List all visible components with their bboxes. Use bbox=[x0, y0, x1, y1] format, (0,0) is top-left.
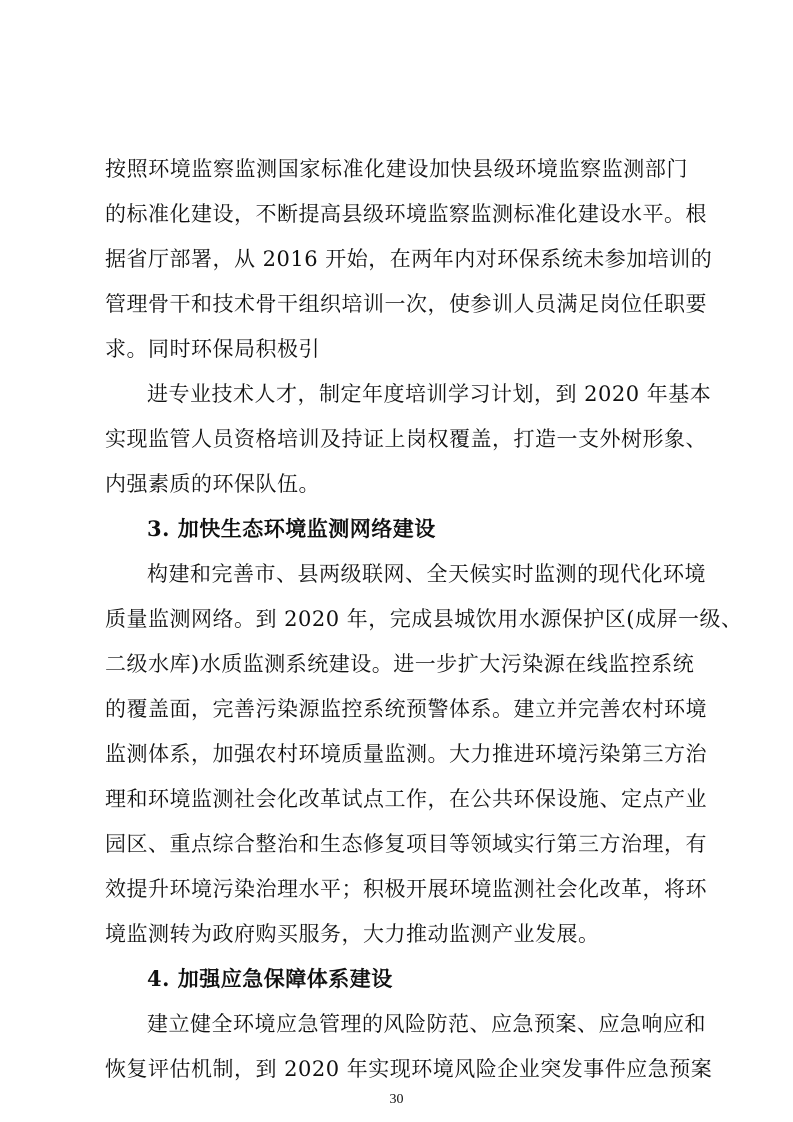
paragraph-line: 境监测转为政府购买服务，大力推动监测产业发展。 bbox=[105, 922, 600, 946]
paragraph-line: 理和环境监测社会化改革试点工作，在公共环保设施、定点产业 bbox=[105, 787, 707, 811]
paragraph-line: 监测体系，加强农村环境质量监测。大力推进环境污染第三方治 bbox=[105, 742, 707, 766]
paragraph-line: 建立健全环境应急管理的风险防范、应急预案、应急响应和 bbox=[147, 1012, 706, 1036]
section-heading: 4. 加强应急保障体系建设 bbox=[147, 966, 393, 991]
page-number: 30 bbox=[389, 1092, 404, 1107]
paragraph-line: 效提升环境污染治理水平；积极开展环境监测社会化改革，将环 bbox=[105, 877, 707, 901]
section-heading: 3. 加快生态环境监测网络建设 bbox=[147, 516, 436, 541]
paragraph-line: 的标准化建设，不断提高县级环境监察监测标准化建设水平。根 bbox=[105, 202, 707, 226]
paragraph-line: 园区、重点综合整治和生态修复项目等领域实行第三方治理，有 bbox=[105, 832, 707, 856]
paragraph-line: 管理骨干和技术骨干组织培训一次，使参训人员满足岗位任职要 bbox=[105, 292, 707, 316]
paragraph-line: 二级水库)水质监测系统建设。进一步扩大污染源在线监控系统 bbox=[105, 652, 695, 676]
paragraph-line: 据省厅部署，从 2016 开始，在两年内对环保系统未参加培训的 bbox=[105, 247, 713, 271]
paragraph-line: 质量监测网络。到 2020 年，完成县城饮用水源保护区(成屏一级、 bbox=[105, 607, 743, 631]
paragraph-line: 构建和完善市、县两级联网、全天候实时监测的现代化环境 bbox=[147, 562, 706, 586]
paragraph-line: 内强素质的环保队伍。 bbox=[105, 472, 320, 496]
paragraph-line: 的覆盖面，完善污染源监控系统预警体系。建立并完善农村环境 bbox=[105, 697, 707, 721]
paragraph-line: 求。同时环保局积极引 bbox=[105, 337, 320, 361]
paragraph-line: 恢复评估机制，到 2020 年实现环境风险企业突发事件应急预案 bbox=[105, 1057, 713, 1081]
paragraph-line: 进专业技术人才，制定年度培训学习计划，到 2020 年基本 bbox=[147, 382, 712, 406]
paragraph-line: 按照环境监察监测国家标准化建设加快县级环境监察监测部门 bbox=[105, 157, 688, 181]
paragraph-line: 实现监管人员资格培训及持证上岗权覆盖，打造一支外树形象、 bbox=[105, 427, 707, 451]
